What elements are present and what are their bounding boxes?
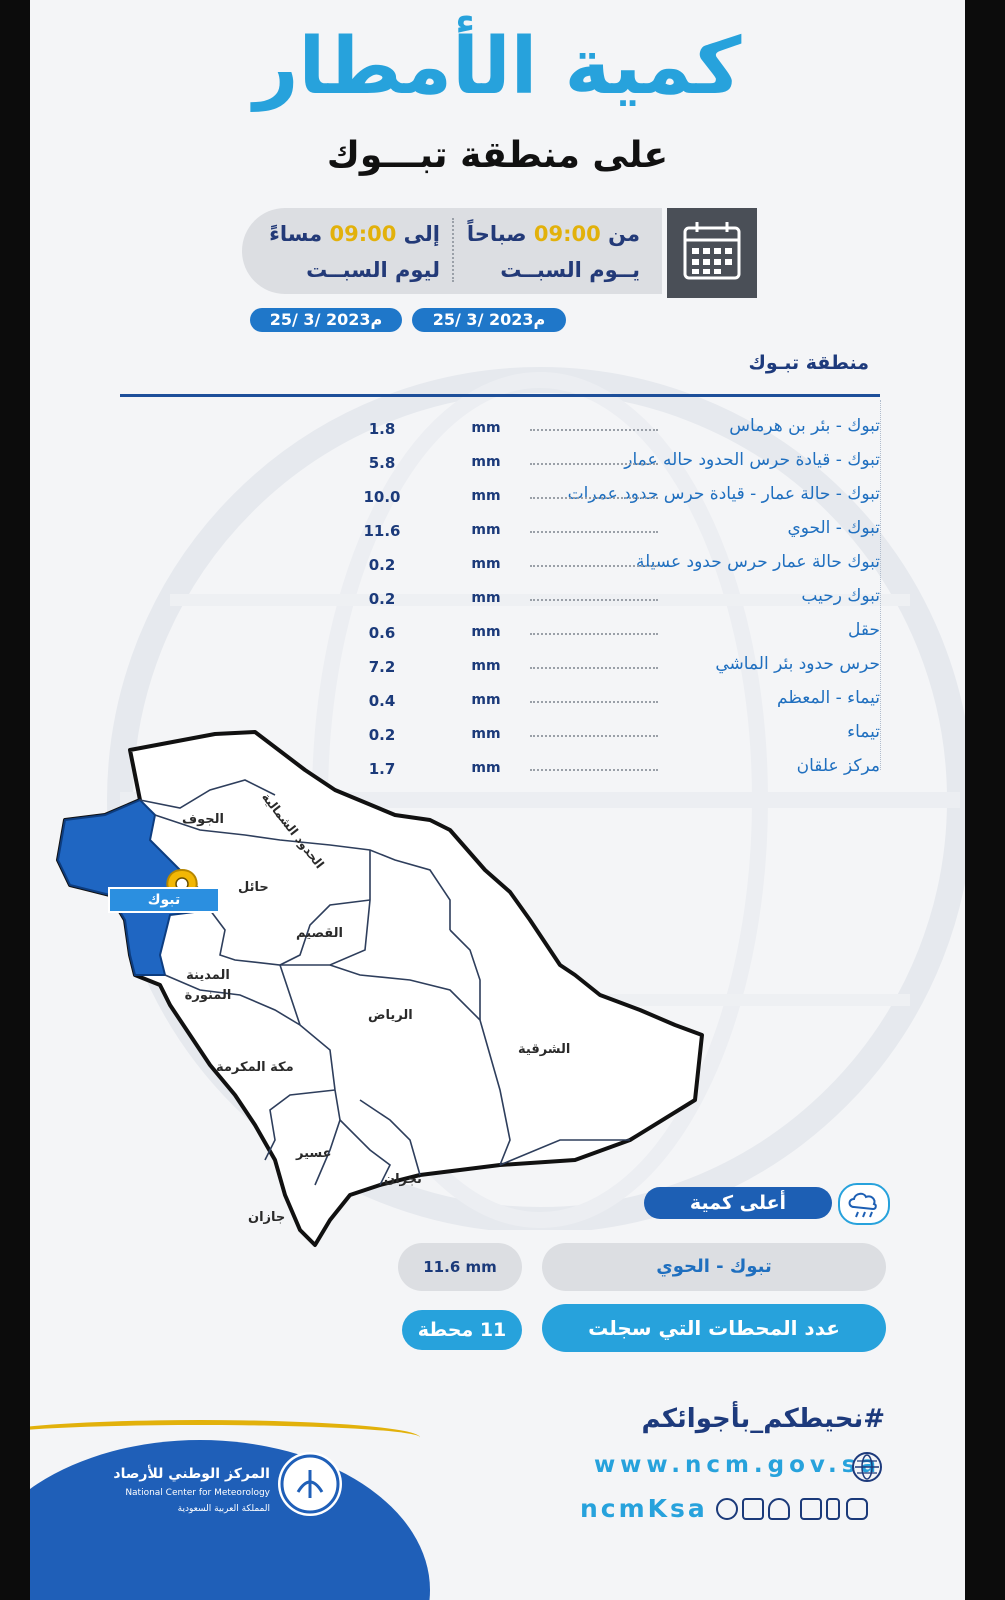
station-unit: mm (471, 420, 501, 436)
station-name: تيماء (847, 722, 880, 742)
station-name: تبوك - حالة عمار - قيادة حرس حدود عمرات (567, 484, 880, 504)
max-station-name: تبوك - الحوي (542, 1243, 886, 1291)
station-row (120, 652, 880, 686)
main-title: كمية الأمطار (253, 22, 742, 112)
to-date-pill: 25/ 3/ 2023م (250, 308, 402, 332)
footer-blue-wave (30, 1440, 430, 1600)
station-row (120, 686, 880, 720)
map-label-jazan: جازان (248, 1210, 286, 1225)
ncm-emblem-icon (278, 1452, 342, 1516)
station-value: 7.2 (368, 658, 396, 676)
station-value: 1.8 (368, 420, 396, 438)
leader-dots (530, 633, 658, 635)
station-unit: mm (471, 522, 501, 538)
station-value: 1.7 (368, 760, 396, 778)
station-value: 0.2 (368, 590, 396, 608)
station-name: مركز علقان (796, 756, 880, 776)
hashtag: #نحيطكم_بأجوائكم (641, 1404, 885, 1434)
station-row (120, 516, 880, 550)
globe-icon (852, 1452, 882, 1482)
map-label-hail: حائل (238, 880, 269, 895)
station-value: 0.2 (368, 726, 396, 744)
station-row (120, 584, 880, 618)
station-unit: mm (471, 488, 501, 504)
station-unit: mm (471, 624, 501, 640)
twitter-icon[interactable] (716, 1498, 738, 1520)
map-label-asir: عسير (296, 1146, 332, 1161)
from-date-pill: 25/ 3/ 2023م (412, 308, 566, 332)
map-label-eastern: الشرقية (518, 1042, 571, 1057)
station-name: تيماء - المعظم (777, 688, 880, 708)
max-amount-label: أعلى كمية (644, 1187, 832, 1219)
calendar-icon (667, 208, 757, 298)
map-label-northern: الحدود الشمالية (258, 790, 327, 872)
social-handle[interactable]: ncmKsa (580, 1494, 708, 1523)
rain-cloud-icon (838, 1183, 890, 1225)
station-value: 0.6 (368, 624, 396, 642)
station-name: حرس حدود بئر الماشي (715, 654, 880, 674)
station-row (120, 448, 880, 482)
infographic-canvas (30, 0, 965, 1600)
region-title: منطقة تبـوك (748, 352, 869, 374)
period-to-line2: ليوم السبــت (306, 258, 440, 282)
leader-dots (530, 565, 658, 567)
org-name-en: National Center for Meteorology (125, 1488, 270, 1498)
station-name: تبوك رحيب (801, 586, 880, 606)
station-value: 0.2 (368, 556, 396, 574)
station-row (120, 550, 880, 584)
sub-title: على منطقة تبـــوك (326, 135, 669, 176)
leader-dots (530, 429, 658, 431)
station-unit: mm (471, 726, 501, 742)
leader-dots (530, 701, 658, 703)
leader-dots (530, 463, 658, 465)
linkedin-icon[interactable] (800, 1498, 822, 1520)
period-from-line2: يــوم السبــت (500, 258, 640, 282)
station-name: حقل (848, 620, 880, 640)
station-value: 0.4 (368, 692, 396, 710)
country-outline (58, 732, 702, 1245)
map-label-jouf: الجوف (182, 812, 224, 827)
station-name: تبوك حالة عمار حرس حدود عسيلة (635, 552, 880, 572)
station-value: 10.0 (363, 488, 401, 506)
leader-dots (530, 497, 658, 499)
website-link[interactable]: www.ncm.gov.sa (593, 1452, 881, 1478)
map-label-madinah: المدينة المنورة (184, 968, 232, 1003)
station-unit: mm (471, 556, 501, 572)
station-value: 11.6 (363, 522, 401, 540)
facebook-icon[interactable] (826, 1498, 840, 1520)
map-label-makkah: مكة المكرمة (216, 1060, 294, 1075)
period-divider (452, 218, 456, 282)
snapchat-icon[interactable] (768, 1498, 790, 1520)
stations-count-value: 11 محطة (402, 1310, 522, 1350)
region-divider (120, 394, 880, 397)
youtube-icon[interactable] (742, 1498, 764, 1520)
map-label-riyadh: الرياض (368, 1008, 413, 1023)
period-from-line1: من 09:00 صباحاً (466, 222, 640, 246)
instagram-icon[interactable] (846, 1498, 868, 1520)
station-unit: mm (471, 692, 501, 708)
org-name-ar: المركز الوطني للأرصاد (113, 1466, 270, 1482)
footer-gold-line (30, 1420, 420, 1455)
leader-dots (530, 531, 658, 533)
org-country: المملكة العربية السعودية (177, 1504, 270, 1514)
station-value: 5.8 (368, 454, 396, 472)
station-row (120, 414, 880, 448)
map-label-najran: نجران (384, 1172, 422, 1187)
map-selected-label: تبوك (108, 887, 220, 913)
station-row (120, 482, 880, 516)
station-unit: mm (471, 590, 501, 606)
map-label-qassim: القصيم (296, 926, 344, 941)
period-to-line1: إلى 09:00 مساءً (269, 222, 440, 246)
station-unit: mm (471, 760, 501, 776)
station-name: تبوك - قيادة حرس الحدود حاله عمار (624, 450, 880, 470)
station-row (120, 618, 880, 652)
leader-dots (530, 667, 658, 669)
station-name: تبوك - بئر بن هرماس (729, 416, 880, 436)
stations-count-label: عدد المحطات التي سجلت (542, 1304, 886, 1352)
list-right-guide (880, 400, 881, 770)
station-name: تبوك - الحوي (787, 518, 880, 538)
max-station-value: 11.6 mm (398, 1243, 522, 1291)
station-unit: mm (471, 658, 501, 674)
leader-dots (530, 599, 658, 601)
station-unit: mm (471, 454, 501, 470)
